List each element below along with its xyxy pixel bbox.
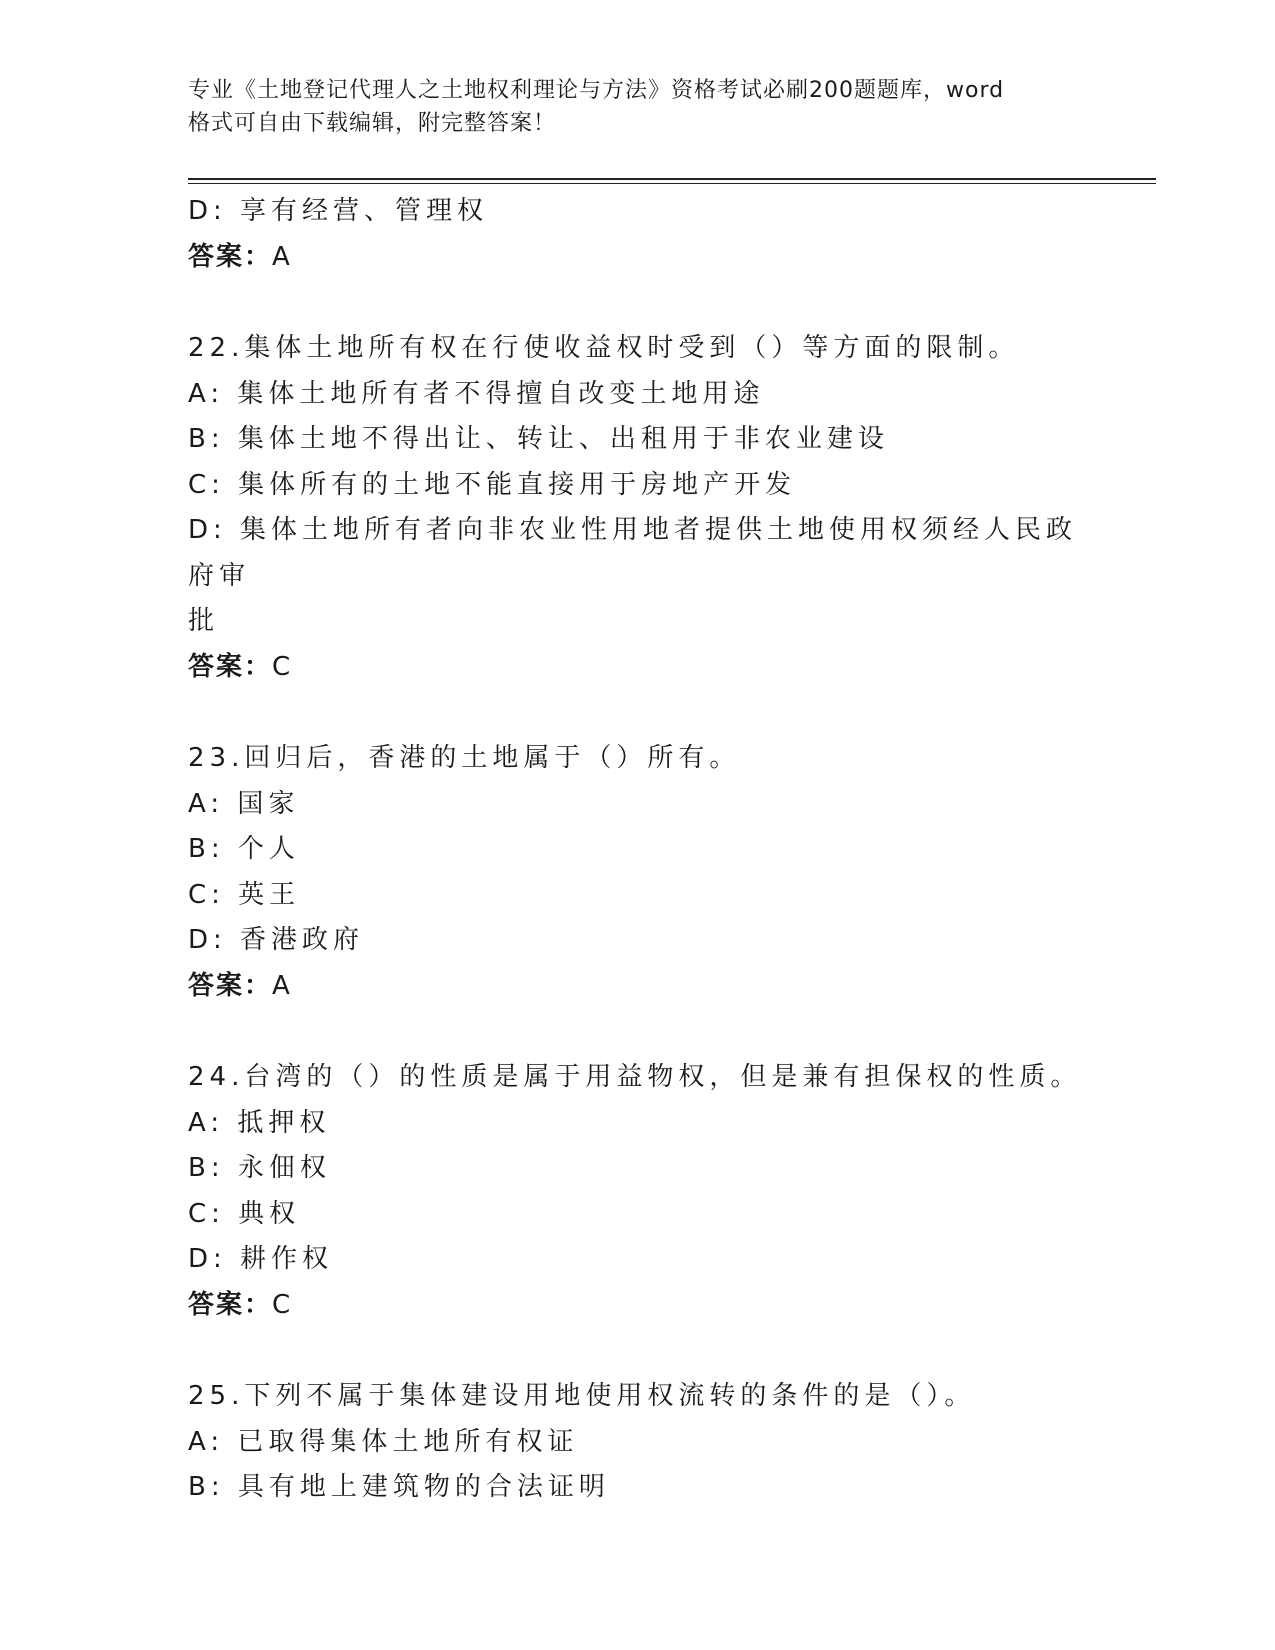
spacer — [188, 690, 1088, 736]
header-line-2: 格式可自由下载编辑，附完整答案！ — [188, 111, 557, 136]
option-c: C: 英王 — [188, 879, 301, 910]
option-d: D: 集体土地所有者向非农业性用地者提供土地使用权须经人民政府审 — [188, 515, 1078, 591]
option-b: B: 永佃权 — [188, 1153, 331, 1183]
answer-line — [188, 645, 1088, 691]
option-a: A: 抵押权 — [188, 1107, 331, 1138]
answer-value: A — [272, 970, 292, 1001]
option-d: D: 享有经营、管理权 — [188, 196, 489, 226]
answer-label: 答案： — [188, 241, 273, 272]
option-a: A: 集体土地所有者不得擅自改变土地用途 — [188, 378, 765, 409]
option-a: A: 国家 — [188, 788, 300, 819]
option-d: D: 香港政府 — [188, 925, 365, 955]
answer-line — [188, 235, 1088, 281]
option-b: B: 集体土地不得出让、转让、出租用于非农业建设 — [188, 424, 889, 454]
header-divider-thin — [188, 183, 1156, 184]
question-stem: 25.下列不属于集体建设用地使用权流转的条件的是（）。 — [188, 1381, 976, 1411]
document-header — [188, 74, 1068, 140]
option-c: C: 典权 — [188, 1198, 301, 1229]
answer-line — [188, 1283, 1088, 1329]
option-d: D: 耕作权 — [188, 1244, 334, 1274]
spacer — [188, 1009, 1088, 1055]
option-d-continuation: 批 — [188, 606, 220, 636]
header-divider-thick — [188, 178, 1156, 180]
answer-label: 答案： — [188, 1289, 273, 1320]
option-c: C: 集体所有的土地不能直接用于房地产开发 — [188, 469, 797, 500]
question-stem: 23.回归后，香港的土地属于（）所有。 — [188, 743, 741, 773]
option-b: B: 个人 — [188, 834, 300, 864]
question-list — [188, 189, 1088, 1511]
option-b: B: 具有地上建筑物的合法证明 — [188, 1472, 610, 1502]
spacer — [188, 1328, 1088, 1374]
spacer — [188, 280, 1088, 326]
answer-label: 答案： — [188, 651, 273, 682]
question-stem: 24.台湾的（）的性质是属于用益物权，但是兼有担保权的性质。 — [188, 1062, 1082, 1092]
header-line-1: 专业《土地登记代理人之土地权利理论与方法》资格考试必刷200题题库，word — [188, 78, 1005, 103]
answer-value: C — [272, 651, 293, 682]
question-stem: 22.集体土地所有权在行使收益权时受到（）等方面的限制。 — [188, 333, 1020, 363]
answer-label: 答案： — [188, 970, 273, 1001]
answer-line — [188, 964, 1088, 1010]
answer-value: C — [272, 1289, 293, 1320]
option-a: A: 已取得集体土地所有权证 — [188, 1426, 579, 1457]
answer-value: A — [272, 241, 292, 272]
